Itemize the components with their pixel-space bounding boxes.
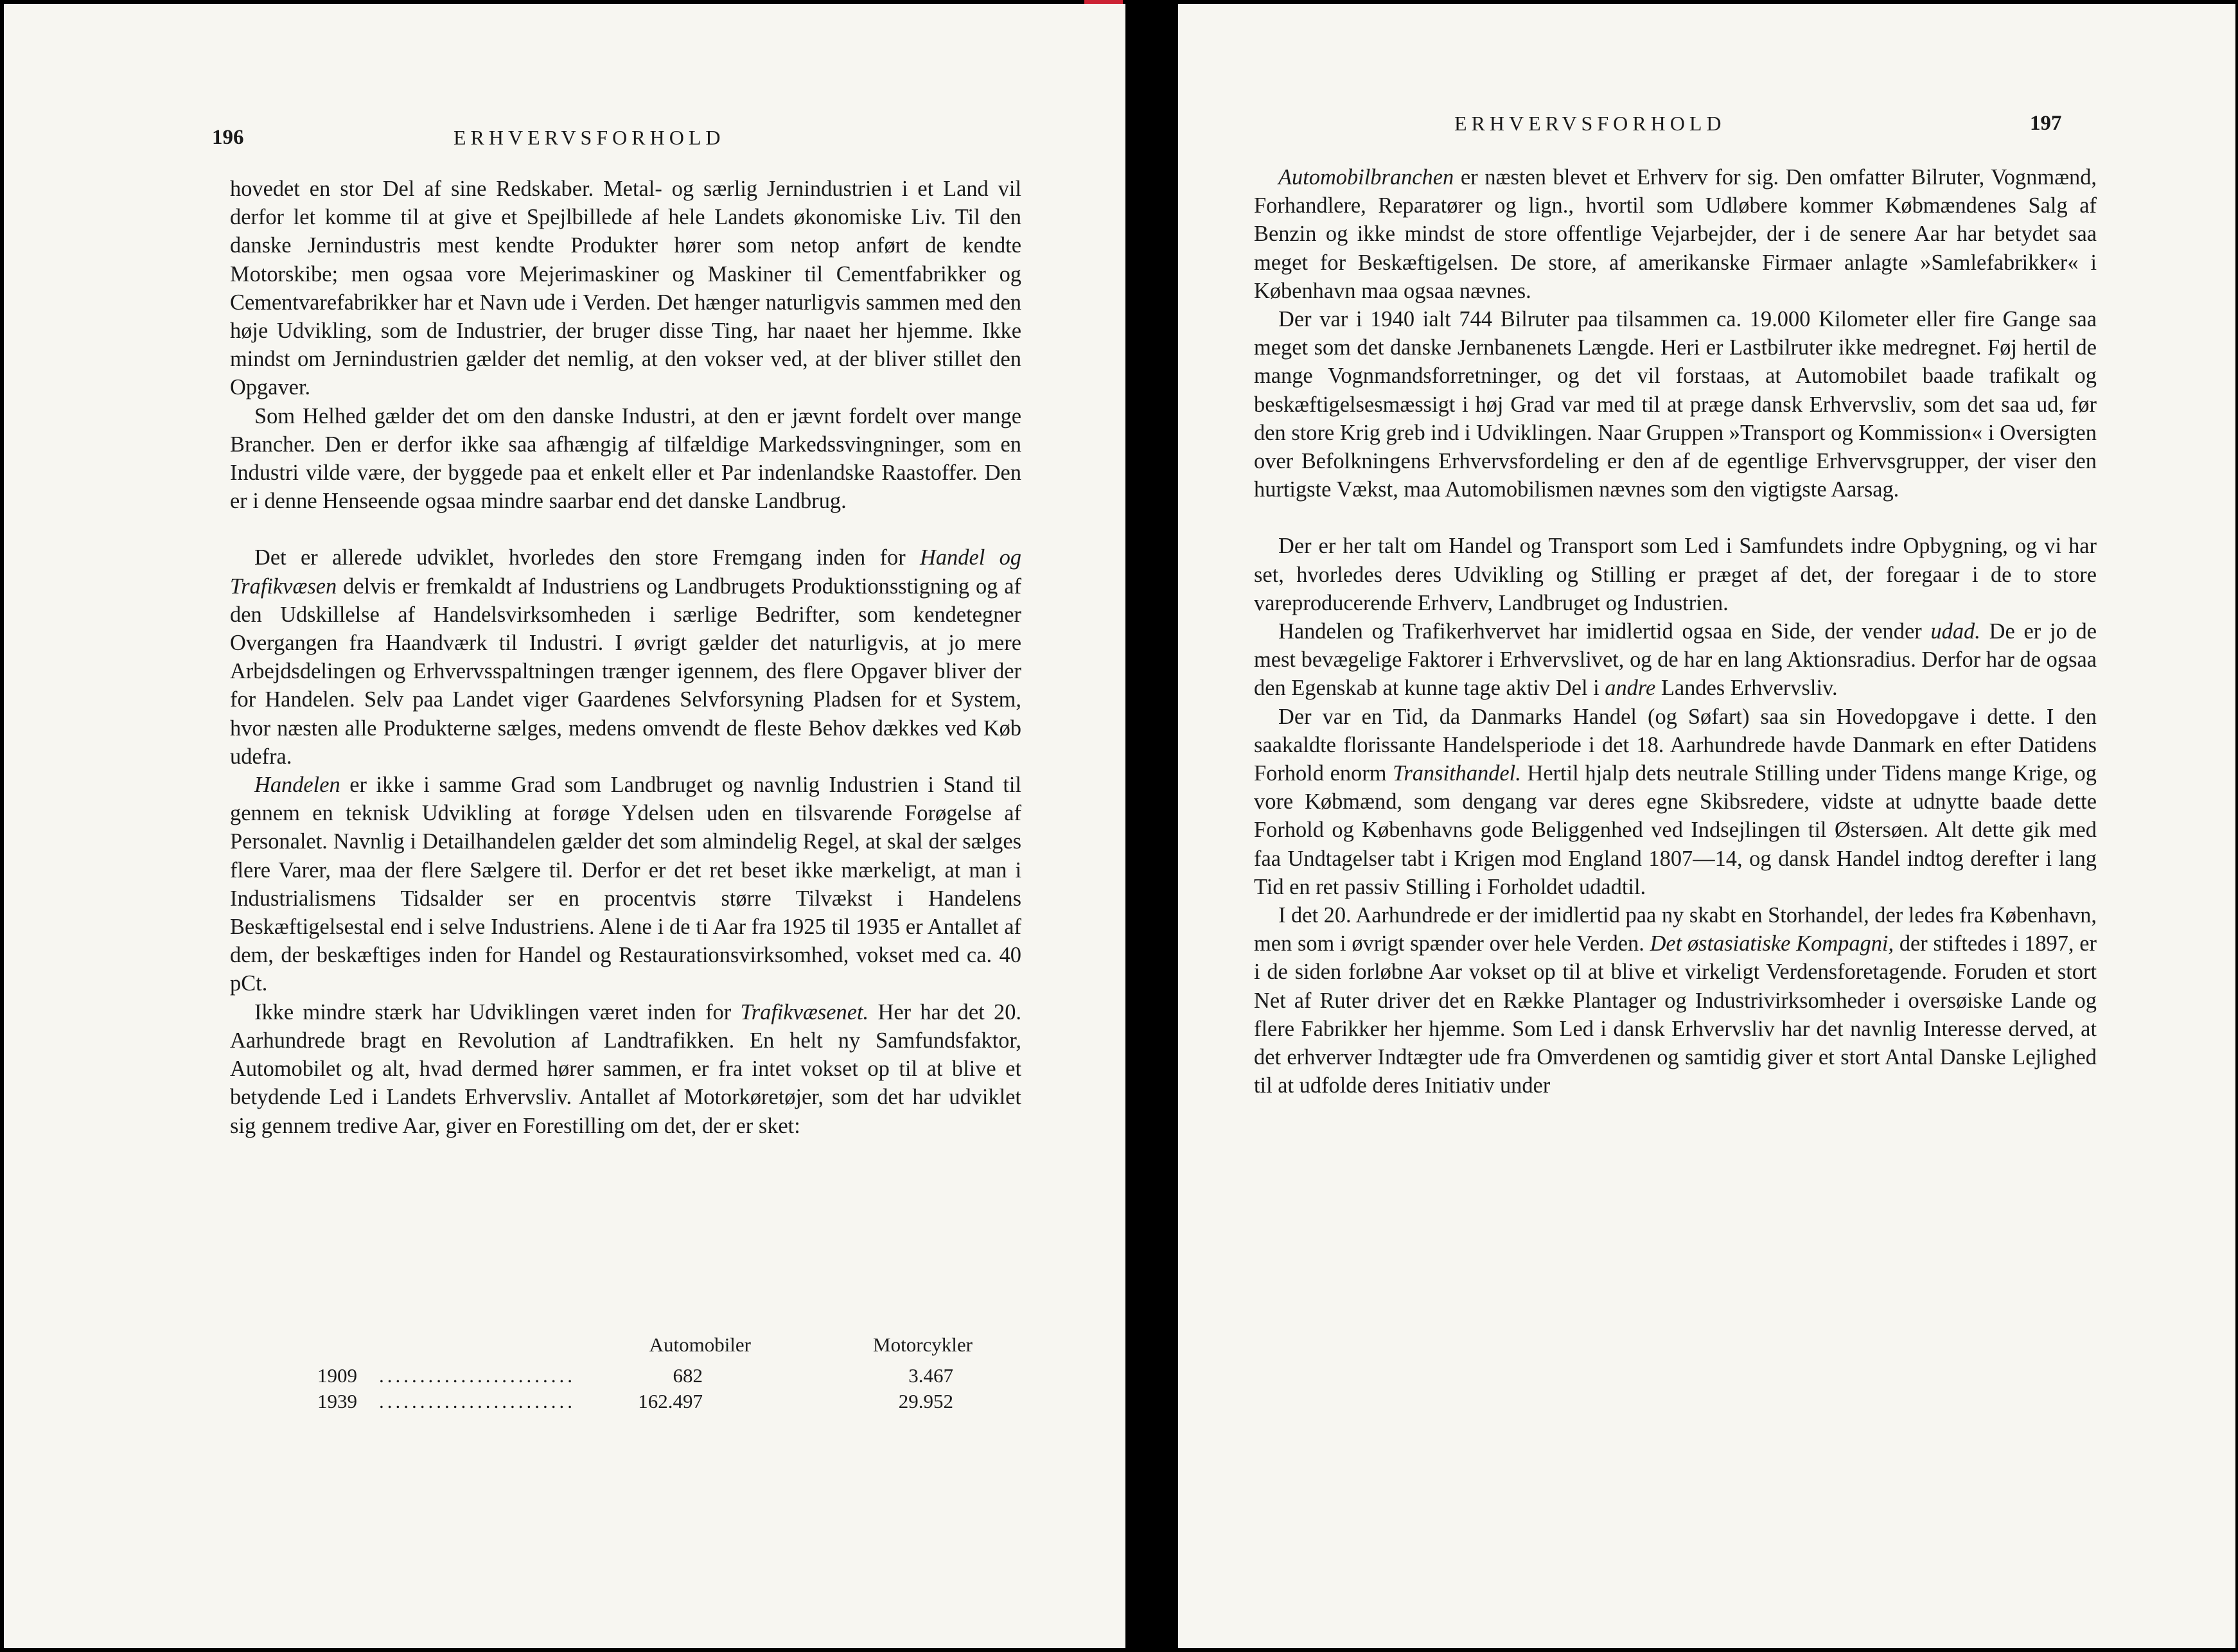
leader-dots: ........................: [379, 1364, 576, 1387]
table-row: [317, 1363, 973, 1389]
italic-term: Transithandel.: [1393, 761, 1521, 786]
table-row: [317, 1389, 973, 1414]
left-body-text: [230, 175, 1021, 1140]
text-run: Hertil hjalp dets neutrale Stilling under Tidens mange Krige, og vore Købmænd, som dengang var deres egne Skibsredere, vidste at udnytte baade dette Forhold og Københavns gode Beliggenhed ved Indsejlingen til Østersøen. Alt dette gik med faa Undtagelser tabt i Krigen mod England 1807—14, og dansk Handel indtog derefter i lang Tid en ret passiv Stilling i Forholdet udadtil.: [1254, 761, 2097, 899]
text-run: Der var i 1940 ialt 744 Bilruter paa tilsammen ca. 19.000 Kilometer eller fire Gange saa meget som det danske Jernbanenets Længde. Heri er Lastbilruter ikke medregnet. Føj hertil de mange Vognmandsforretninger, og det vil forstaas, at Automobilet baade trafikalt og beskæftigelsesmæssigt i høj Grad var med til at præge dansk Erhvervsliv, som det saa ud, før den store Krig greb ind i Udviklingen. Naar Gruppen »Transport og Kommission« i Oversigten over Befolkningens Erhvervsfordeling er den af de egentlige Erhvervsgrupper, der viser den hurtigste Vækst, maa Automobilismen nævnes som den vigtigste Aarsag.: [1254, 307, 2097, 502]
left-page: [4, 4, 1125, 1648]
row-automobiler: 162.497: [638, 1390, 703, 1412]
leader-dots: ........................: [379, 1390, 576, 1412]
text-run: der stiftedes i 1897, er i de siden forløbne Aar vokset op til at blive et virkeligt Verdensforetagende. Foruden et stort Net af Ruter driver det en Række Plantager og Industrivirksomheder i oversøiske Lande og flere Fabrikker her hjemme. Som Led i dansk Erhvervsliv har det navnlig Interesse derved, at det erhverver Indtægter ude fra Omverdenen og samtidig giver et stort Antal Danske Lejlighed til at udfolde deres Initiativ under: [1254, 931, 2097, 1098]
text-run: Ikke mindre stærk har Udviklingen været inden for: [254, 999, 741, 1024]
paragraph: [1254, 163, 2097, 305]
right-body-text: [1254, 163, 2097, 1100]
text-run: De er jo de mest bevægelige Faktorer i Erhvervslivet, og de har en lang Aktionsradius. Derfor har de ogsaa den Egenskab at kunne tage aktiv Del i: [1254, 619, 2097, 701]
text-run: I det 20. Aarhundrede er der imidlertid paa ny skabt en Storhandel, der ledes fra København, men som i øvrigt spænder over hele Verden.: [1254, 903, 2097, 956]
text-run: Som Helhed gælder det om den danske Industri, at den er jævnt fordelt over mange Brancher. Den er derfor ikke saa afhængig af tilfældige Markedssvingninger, som en Industri vilde være, der byggede paa et enkelt eller et Par indenlandske Raastoffer. Den er i denne Henseende ogsaa mindre saarbar end det danske Landbrug.: [230, 403, 1021, 514]
text-run: Der var en Tid, da Danmarks Handel (og Søfart) saa sin Hovedopgave i dette. I den saakaldte florissante Handelsperiode i det 18. Aarhundrede havde Danmark en efter Datidens Forhold enorm: [1254, 704, 2097, 786]
right-page: [1178, 4, 2235, 1648]
italic-term: Handel og Trafikvæsen: [230, 545, 1022, 599]
col-header-automobiler: Automobiler: [649, 1333, 751, 1356]
paragraph: [1254, 901, 2097, 1100]
italic-term: Handelen: [254, 773, 340, 798]
left-running-head: ERHVERVSFORHOLD: [454, 126, 725, 149]
paragraph: [230, 998, 1021, 1140]
text-run: Landes Erhvervsliv.: [1655, 676, 1838, 701]
paragraph: [230, 175, 1021, 402]
italic-term: andre: [1605, 676, 1656, 701]
row-motorcykler: 29.952: [898, 1390, 953, 1412]
text-run: Her har det 20. Aarhundrede bragt en Revolution af Landtrafikken. En helt ny Samfundsfaktor, Automobilet og alt, hvad dermed hører sammen, er fra intet vokset op til at blive et betydende Led i Landets Erhvervsliv. Antallet af Motorkøretøjer, som det har udviklet sig gennem tredive Aar, giver en Forestilling om det, der er sket:: [230, 999, 1021, 1138]
text-run: Det er allerede udviklet, hvorledes den store Fremgang inden for: [254, 545, 921, 570]
italic-term: Det østasiatiske Kompagni,: [1650, 931, 1894, 956]
paragraph: [1254, 532, 2097, 617]
right-page-number: 197: [2030, 112, 2062, 135]
italic-term: Trafikvæsenet.: [740, 999, 869, 1024]
row-year: 1939: [317, 1390, 357, 1412]
text-run: Handelen og Trafikerhvervet har imidlertid ogsaa en Side, der vender: [1278, 619, 1931, 644]
paragraph: [1254, 305, 2097, 504]
text-run: er næsten blevet et Erhverv for sig. Den omfatter Bilruter, Vognmænd, Forhandlere, Reparatører og lign., hvortil som Udløbere kommer Købmændenes Salg af Benzin og ikke mindst de store offentlige Vejarbejder, der i de senere Aar har betydet saa meget for Beskæftigelsen. De store, af amerikanske Firmaer anlagte »Samlefabrikker« i København maa ogsaa nævnes.: [1254, 165, 2097, 303]
italic-term: udad.: [1930, 619, 1980, 644]
paragraph: [230, 771, 1021, 998]
paragraph: [1254, 703, 2097, 901]
row-motorcykler: 3.467: [908, 1364, 953, 1387]
text-run: Der er her talt om Handel og Transport som Led i Samfundets indre Opbygning, og vi har set, hvorledes deres Udvikling og Stilling er præget af det, der foregaar i de to store vareproducerende Erhverv, Landbruget og Industrien.: [1254, 534, 2097, 615]
italic-term: Automobilbranchen: [1278, 165, 1454, 189]
text-run: er ikke i samme Grad som Landbruget og navnlig Industrien i Stand til gennem en teknisk Udvikling at forøge Ydelsen uden en tilsvarende Forøgelse af Personalet. Navnlig i Detailhandelen gælder det som almindelig Regel, at skal der sælges flere Varer, maa der flere Sælgere til. Derfor er det ret beset ikke mærkeligt, at man i Industrialismens Tidsalder ser en procentvis større Tilvækst i Handelens Beskæftigelsestal end i selve Industriens. Alene i de ti Aar fra 1925 til 1935 er Antallet af dem, der beskæftiges inden for Handel og Restaurationsvirksomhed, vokset med ca. 40 pCt.: [230, 773, 1021, 996]
right-running-head: ERHVERVSFORHOLD: [1454, 112, 1726, 135]
text-run: hovedet en stor Del af sine Redskaber. Metal- og særlig Jernindustrien i et Land vil derfor let komme til at give et Spejlbillede af hele Landets økonomiske Liv. Til den danske Jernindustris mest kendte Produkter hører som netop anført de kendte Motorskibe; men ogsaa vore Mejerimaskiner og Maskiner til Cementfabrikker og Cementvarefabrikker har et Navn ude i Verden. Det hænger naturligvis sammen med den høje Udvikling, som de Industrier, der bruger disse Ting, har naaet her hjemme. Ikke mindst om Jernindustrien gælder det nemlig, at den vokser ved, at der bliver stillet den Opgaver.: [230, 177, 1021, 400]
paragraph: [230, 543, 1021, 771]
text-run: delvis er fremkaldt af Industriens og Landbrugets Produktionsstigning og af den Udskillelse af Handelsvirksomheden i særlige Bedrifter, som kendetegner Overgangen fra Haandværk til Industri. I øvrigt gælder det naturligvis, at jo mere Arbejdsdelingen og Erhvervsspaltningen trænger igennem, des flere Opgaver bliver der for Handelen. Selv paa Landet viger Gaardenes Selvforsyning Pladsen for et System, hvor næsten alle Produkterne sælges, medens omvendt de fleste Behov dækkes ved Køb udefra.: [230, 574, 1021, 769]
table-header-row: [317, 1332, 973, 1363]
paragraph: [1254, 617, 2097, 703]
vehicle-stats-table: [317, 1332, 973, 1414]
row-year: 1909: [317, 1364, 357, 1387]
col-header-motorcykler: Motorcykler: [873, 1333, 973, 1356]
paragraph: [230, 402, 1021, 516]
left-page-number: 196: [212, 126, 244, 149]
row-automobiler: 682: [673, 1364, 703, 1387]
